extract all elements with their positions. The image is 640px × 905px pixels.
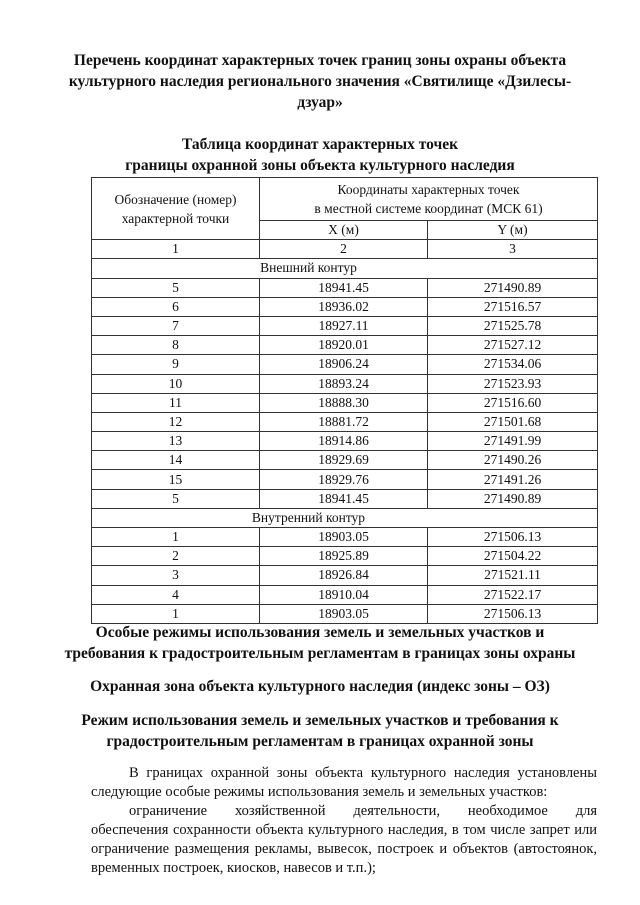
table-row	[92, 470, 598, 489]
x-coordinate: 18941.45	[260, 278, 428, 297]
point-number: 9	[92, 355, 260, 374]
y-coordinate: 271506.13	[428, 528, 598, 547]
x-coordinate: 18927.11	[260, 316, 428, 335]
table-caption-line1: Таблица координат характерных точек	[181, 136, 459, 153]
column-number: 3	[428, 240, 598, 259]
y-coordinate: 271490.26	[428, 451, 598, 470]
y-coordinate: 271504.22	[428, 547, 598, 566]
x-coordinate: 18903.05	[260, 528, 428, 547]
table-row	[92, 278, 598, 297]
y-coordinate: 271534.06	[428, 355, 598, 374]
header-x: X (м)	[260, 221, 428, 240]
table-row	[92, 374, 598, 393]
table-row	[92, 604, 598, 623]
table-caption	[60, 134, 580, 176]
table-row	[92, 585, 598, 604]
x-coordinate: 18929.69	[260, 451, 428, 470]
column-number: 2	[260, 240, 428, 259]
x-coordinate: 18920.01	[260, 336, 428, 355]
inner-contour-row	[92, 508, 598, 527]
special-regimes-heading: Особые режимы использования земель и земельных участков и требования к градостроительным регламентам в границах зоны охраны	[64, 624, 576, 662]
paragraph-line: ограничение хозяйственной деятельности, необходимое для	[129, 803, 597, 819]
x-coordinate: 18910.04	[260, 585, 428, 604]
point-number: 2	[92, 547, 260, 566]
table-row	[92, 393, 598, 412]
x-coordinate: 18936.02	[260, 297, 428, 316]
table-row	[92, 489, 598, 508]
table-row	[92, 432, 598, 451]
outer-contour-row	[92, 259, 598, 278]
x-coordinate: 18914.86	[260, 432, 428, 451]
x-coordinate: 18906.24	[260, 355, 428, 374]
point-number: 11	[92, 393, 260, 412]
regime-heading: Режим использования земель и земельных участков и требования к градостроительным регламентам в границах охранной зоны	[81, 712, 559, 750]
table-row	[92, 297, 598, 316]
column-number-row	[92, 240, 598, 259]
y-coordinate: 271523.93	[428, 374, 598, 393]
x-coordinate: 18941.45	[260, 489, 428, 508]
table-row	[92, 412, 598, 431]
column-number: 1	[92, 240, 260, 259]
x-coordinate: 18929.76	[260, 470, 428, 489]
y-coordinate: 271490.89	[428, 278, 598, 297]
y-coordinate: 271516.57	[428, 297, 598, 316]
y-coordinate: 271527.12	[428, 336, 598, 355]
x-coordinate: 18925.89	[260, 547, 428, 566]
inner-contour-label: Внутренний контур	[92, 508, 598, 527]
table-caption-line2: границы охранной зоны объекта культурного наследия	[125, 157, 515, 174]
x-coordinate: 18881.72	[260, 412, 428, 431]
y-coordinate: 271491.99	[428, 432, 598, 451]
y-coordinate: 271501.68	[428, 412, 598, 431]
y-coordinate: 271491.26	[428, 470, 598, 489]
table-row	[92, 355, 598, 374]
point-number: 4	[92, 585, 260, 604]
header-coords-line2: в местной системе координат (МСК 61)	[314, 201, 543, 216]
y-coordinate: 271506.13	[428, 604, 598, 623]
point-number: 14	[92, 451, 260, 470]
point-number: 6	[92, 297, 260, 316]
point-number: 13	[92, 432, 260, 451]
point-number: 1	[92, 528, 260, 547]
point-number: 10	[92, 374, 260, 393]
coordinates-table	[91, 177, 598, 624]
table-row	[92, 566, 598, 585]
point-number: 15	[92, 470, 260, 489]
x-coordinate: 18888.30	[260, 393, 428, 412]
point-number: 12	[92, 412, 260, 431]
header-coords-line1: Координаты характерных точек	[337, 182, 520, 197]
table-row	[92, 547, 598, 566]
table-row	[92, 336, 598, 355]
body-text	[91, 764, 597, 878]
y-coordinate: 271525.78	[428, 316, 598, 335]
header-point: Обозначение (номер) характерной точки	[92, 178, 260, 240]
point-number: 8	[92, 336, 260, 355]
y-coordinate: 271522.17	[428, 585, 598, 604]
y-coordinate: 271490.89	[428, 489, 598, 508]
point-number: 5	[92, 278, 260, 297]
table-row	[92, 528, 598, 547]
x-coordinate: 18893.24	[260, 374, 428, 393]
point-number: 7	[92, 316, 260, 335]
document-title: Перечень координат характерных точек границ зоны охраны объекта культурного наследия регионального значения «Святилище «Дзилесы-дзуар»	[68, 52, 572, 111]
point-number: 1	[92, 604, 260, 623]
paragraph: обеспечения сохранности объекта культурного наследия, в том числе запрет или ограничение размещения рекламы, вывесок, построек и объектов (автостоянок, временных построек, киосков, навесов и т.п.);	[91, 822, 597, 876]
y-coordinate: 271516.60	[428, 393, 598, 412]
table-row	[92, 451, 598, 470]
y-coordinate: 271521.11	[428, 566, 598, 585]
paragraph: В границах охранной зоны объекта культурного наследия установлены следующие особые режимы использования земель и земельных участков:	[91, 765, 597, 800]
header-coords	[260, 178, 598, 221]
x-coordinate: 18926.84	[260, 566, 428, 585]
header-y: Y (м)	[428, 221, 598, 240]
outer-contour-label: Внешний контур	[92, 259, 598, 278]
x-coordinate: 18903.05	[260, 604, 428, 623]
table-row	[92, 316, 598, 335]
point-number: 3	[92, 566, 260, 585]
point-number: 5	[92, 489, 260, 508]
table-header-row	[92, 178, 598, 221]
zone-heading: Охранная зона объекта культурного наследия (индекс зоны – ОЗ)	[90, 678, 550, 695]
